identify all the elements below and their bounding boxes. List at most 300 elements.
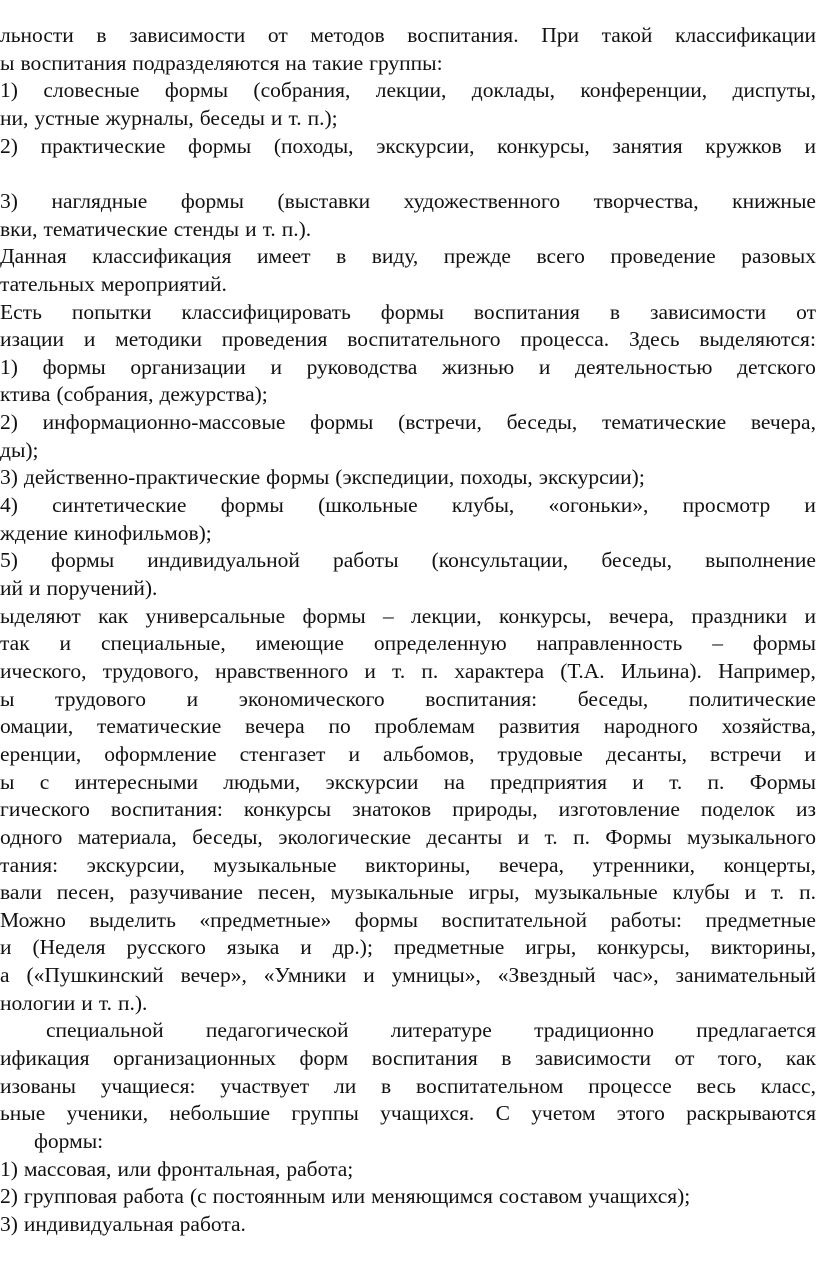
word: –	[712, 631, 723, 655]
word: выполнение	[705, 548, 816, 572]
word: Здесь	[628, 327, 680, 351]
word: или	[117, 1157, 152, 1181]
word: и	[804, 742, 816, 766]
word: альбомов,	[383, 742, 475, 766]
text-line	[34, 1128, 816, 1154]
word: конкурсы,	[497, 134, 590, 158]
word: изованы	[0, 1074, 76, 1098]
text-line	[0, 271, 816, 297]
word: 3)	[0, 465, 18, 489]
word: формы	[42, 355, 106, 379]
text-line	[0, 437, 816, 463]
text-line	[0, 686, 816, 712]
word: и	[632, 770, 644, 794]
text-line	[0, 713, 816, 739]
word: праздники	[691, 604, 788, 628]
word: тания:	[0, 853, 59, 877]
word: в	[96, 23, 107, 47]
word: др.);	[332, 935, 373, 959]
word: экскурсии);	[538, 465, 645, 489]
word: и	[81, 991, 93, 1015]
word: оформление	[104, 742, 217, 766]
word: действенно-практические	[23, 465, 261, 489]
word: воспитательного	[347, 327, 501, 351]
word: п.	[421, 659, 439, 683]
text-line	[0, 879, 816, 905]
word: универсальные	[145, 604, 286, 628]
text-line	[0, 464, 816, 490]
word: подразделяются	[132, 51, 280, 75]
word: вки,	[0, 217, 38, 241]
word: тематические	[601, 410, 727, 434]
word: ли	[333, 1074, 357, 1098]
word: по	[328, 714, 351, 738]
word: воспитания	[473, 300, 580, 324]
word: имеет	[256, 244, 311, 268]
word: игры,	[525, 935, 577, 959]
word: конкурсы,	[499, 604, 592, 628]
word: зависимости	[534, 1046, 652, 1070]
word: стенгазет	[239, 742, 326, 766]
text-line	[0, 50, 816, 76]
text-line	[0, 547, 816, 573]
text-line	[0, 1211, 816, 1237]
word: встречи	[710, 742, 782, 766]
text-line	[0, 77, 816, 103]
word: имеющие	[255, 631, 344, 655]
word: виду,	[371, 244, 419, 268]
word: работы	[332, 548, 399, 572]
text-line	[0, 492, 816, 518]
word: «огоньки»,	[548, 493, 649, 517]
word: одного	[0, 825, 63, 849]
word: ификация	[0, 1046, 90, 1070]
text-line	[0, 1073, 816, 1099]
word: Данная	[0, 244, 67, 268]
word: этого	[616, 1101, 665, 1125]
word: 1)	[0, 78, 18, 102]
word: викторины,	[710, 935, 816, 959]
word: и	[804, 604, 816, 628]
word: разучивание	[129, 880, 243, 904]
text-line	[0, 381, 816, 407]
word: п.	[707, 770, 725, 794]
word: народного	[603, 714, 698, 738]
word: учащихся.	[380, 1101, 475, 1125]
word: такие	[312, 51, 364, 75]
word: лекции,	[375, 78, 447, 102]
word: вечера	[245, 714, 305, 738]
word: выделяются:	[699, 327, 816, 351]
word: С	[495, 1101, 510, 1125]
word: т.	[669, 770, 683, 794]
word: политические	[688, 687, 816, 711]
word: беседы,	[601, 548, 672, 572]
word: Например,	[718, 659, 816, 683]
word: воспитания:	[425, 687, 538, 711]
word: зависимости	[129, 23, 246, 47]
word: традиционно	[534, 1018, 654, 1042]
word: журналы,	[105, 106, 194, 130]
text-line	[0, 1100, 816, 1126]
text-line	[0, 934, 816, 960]
word: вали	[0, 880, 42, 904]
word: просмотр	[682, 493, 771, 517]
text-line	[0, 603, 816, 629]
word: ждение	[0, 521, 68, 545]
word: кинофильмов);	[73, 521, 212, 545]
word: гического	[0, 797, 90, 821]
word: При	[541, 23, 579, 47]
text-line	[0, 796, 816, 822]
word: фронтальная,	[157, 1157, 281, 1181]
word: т.	[771, 880, 785, 904]
word: беседы,	[506, 410, 578, 434]
word: Формы	[749, 770, 816, 794]
word: формы	[302, 604, 366, 628]
word: жизнью	[441, 355, 515, 379]
word: занимательный	[675, 963, 816, 987]
word: тематические	[43, 217, 168, 241]
word: направленность	[536, 631, 683, 655]
word: формы	[164, 78, 229, 102]
text-line	[0, 133, 816, 159]
word: п.	[573, 825, 590, 849]
word: формы	[188, 134, 252, 158]
word: походы,	[460, 465, 533, 489]
text-line	[0, 243, 816, 269]
word: ни,	[0, 106, 29, 130]
word: как	[98, 604, 129, 628]
word: книжные	[732, 189, 816, 213]
text-line	[0, 769, 816, 795]
word: т.	[288, 106, 302, 130]
word: устные	[34, 106, 100, 130]
word: и	[364, 659, 376, 683]
word: составом	[498, 1184, 583, 1208]
word: и	[270, 355, 282, 379]
word: трудового,	[102, 659, 199, 683]
word: природы,	[452, 797, 538, 821]
word: изации	[0, 327, 65, 351]
text-line	[0, 409, 816, 435]
word: детского	[737, 355, 816, 379]
text-line	[0, 741, 816, 767]
word: знатоков	[352, 797, 432, 821]
word: (Неделя	[32, 935, 106, 959]
word: работы:	[610, 908, 683, 932]
word: так	[0, 631, 30, 655]
word: ыделяют	[0, 604, 81, 628]
word: формы	[380, 300, 444, 324]
text-line	[0, 1183, 816, 1209]
word: и	[245, 217, 257, 241]
word: зависимости	[650, 300, 767, 324]
word: от	[267, 23, 288, 47]
word: из	[795, 797, 816, 821]
word: 3)	[0, 189, 18, 213]
word: (с	[189, 1184, 207, 1208]
word: как	[785, 1046, 816, 1070]
word: предметные	[705, 908, 816, 932]
word: и	[804, 134, 816, 158]
word: творчества,	[593, 189, 699, 213]
word: экономического	[238, 687, 385, 711]
word: и	[804, 493, 816, 517]
word: формы	[266, 465, 330, 489]
word: материала,	[77, 825, 177, 849]
word: предлагается	[696, 1018, 816, 1042]
word: организации	[130, 355, 246, 379]
word: характера	[454, 659, 545, 683]
word: 1)	[0, 1157, 18, 1181]
word: и	[363, 963, 375, 987]
word: (собрания,	[253, 78, 351, 102]
word: учащиеся:	[100, 1074, 196, 1098]
word: в	[381, 1074, 392, 1098]
word: диспуты,	[732, 78, 816, 102]
word: определенную	[373, 631, 507, 655]
word: занятия	[612, 134, 683, 158]
word: воспитательной	[441, 908, 588, 932]
word: воспитательном	[416, 1074, 564, 1098]
word: процесса.	[520, 327, 610, 351]
word: беседы,	[577, 687, 649, 711]
word: умницы»,	[391, 963, 481, 987]
word: попытки	[71, 300, 152, 324]
word: и	[300, 935, 312, 959]
text-line	[0, 354, 816, 380]
word: воспитания.	[407, 23, 519, 47]
word: участвует	[220, 1074, 310, 1098]
word: вечера,	[608, 604, 675, 628]
word: индивидуальная	[23, 1212, 174, 1236]
word: воспитания	[371, 1046, 478, 1070]
word: 1)	[0, 355, 18, 379]
word: и	[348, 742, 360, 766]
word: классификации	[675, 23, 816, 47]
word: хозяйства,	[721, 714, 816, 738]
word: п.);	[307, 106, 338, 130]
word: 4)	[0, 493, 18, 517]
text-line	[0, 630, 816, 656]
text-line	[0, 188, 816, 214]
word: и	[186, 687, 199, 711]
word: Формы	[605, 825, 672, 849]
text-line	[0, 216, 816, 242]
text-line	[0, 105, 816, 131]
word: формы	[354, 908, 418, 932]
word: «Умники	[263, 963, 347, 987]
word: п.).	[117, 991, 148, 1015]
text-line	[0, 658, 816, 684]
word: Есть	[0, 300, 42, 324]
word: –	[382, 604, 394, 628]
word: проблемам	[374, 714, 475, 738]
word: ического,	[0, 659, 87, 683]
word: предметные	[393, 935, 505, 959]
word: вечер»,	[180, 963, 247, 987]
word: работа	[123, 1184, 184, 1208]
word: воспитания:	[110, 797, 223, 821]
word: и	[83, 327, 96, 351]
word: 2)	[0, 1184, 18, 1208]
word: руководства	[306, 355, 418, 379]
word: тематические	[97, 714, 222, 738]
word: и	[744, 880, 757, 904]
word: стенды	[173, 217, 240, 241]
word: людьми,	[223, 770, 301, 794]
word: и	[517, 825, 530, 849]
word: песен,	[257, 880, 316, 904]
word: классифицировать	[181, 300, 351, 324]
word: трудовые	[497, 742, 583, 766]
word: массовая,	[23, 1157, 112, 1181]
word: разовых	[741, 244, 816, 268]
word: 2)	[0, 410, 18, 434]
text-line	[0, 575, 816, 601]
word: (собрания,	[56, 382, 154, 406]
word: на	[443, 770, 465, 794]
word: вечера,	[498, 853, 564, 877]
word: конкурсы	[243, 797, 332, 821]
word: и	[29, 576, 41, 600]
word: экологические	[278, 825, 411, 849]
word: весь	[696, 1074, 736, 1098]
word: процессе	[588, 1074, 672, 1098]
word: викторины,	[365, 853, 471, 877]
word: десанты	[426, 825, 503, 849]
word: экскурсии,	[86, 853, 185, 877]
word: или	[331, 1184, 366, 1208]
word: музыкальные	[534, 880, 658, 904]
text-line	[0, 990, 816, 1016]
word: тательных	[0, 272, 95, 296]
word: музыкальные	[330, 880, 454, 904]
word: в	[609, 300, 621, 324]
word: т.	[98, 991, 112, 1015]
word: деятельностью	[575, 355, 713, 379]
word: и	[59, 631, 72, 655]
word: а	[0, 963, 10, 987]
word: групповая	[23, 1184, 118, 1208]
word: т.	[544, 825, 558, 849]
word: предприятия	[490, 770, 607, 794]
word: на	[285, 51, 307, 75]
text-line	[0, 962, 816, 988]
word: всего	[536, 244, 585, 268]
word: раскрываются	[686, 1101, 816, 1125]
word: изготовление	[558, 797, 680, 821]
word: беседы	[199, 106, 265, 130]
word: группы	[291, 1101, 359, 1125]
word: и	[538, 355, 551, 379]
word: в	[336, 244, 347, 268]
word: проведения	[221, 327, 328, 351]
word: такой	[601, 23, 653, 47]
word: выделить	[89, 908, 176, 932]
word: «предметные»	[199, 908, 332, 932]
word: ий	[0, 576, 24, 600]
word: ы	[0, 51, 15, 75]
word: ученики,	[66, 1101, 149, 1125]
word: постоянным	[212, 1184, 326, 1208]
word: (походы,	[273, 134, 354, 158]
word: клубы,	[451, 493, 515, 517]
word: нологии	[0, 991, 76, 1015]
word: практические	[40, 134, 166, 158]
text-line	[0, 22, 816, 48]
word: игры,	[468, 880, 520, 904]
word: воспитания	[20, 51, 127, 75]
word: вечера,	[750, 410, 816, 434]
word: ды);	[0, 438, 39, 462]
word: п.	[799, 880, 816, 904]
word: от	[674, 1046, 695, 1070]
word: формы:	[34, 1129, 104, 1153]
word: форм	[299, 1046, 349, 1070]
word: Ильина).	[620, 659, 702, 683]
word: конкурсы,	[597, 935, 690, 959]
text-line	[0, 520, 816, 546]
word: художественного	[403, 189, 561, 213]
word: еренции,	[0, 742, 82, 766]
word: методов	[310, 23, 385, 47]
word: специальной	[46, 1018, 164, 1042]
word: группы:	[369, 51, 443, 75]
word: (встречи,	[398, 410, 482, 434]
word: поделок	[700, 797, 775, 821]
word: час»,	[612, 963, 659, 987]
word: дежурства);	[159, 382, 268, 406]
word: т.	[392, 659, 406, 683]
word: доклады,	[471, 78, 555, 102]
word: прежде	[443, 244, 511, 268]
word: языка	[226, 935, 280, 959]
word: организационных	[113, 1046, 276, 1070]
word: 2)	[0, 134, 18, 158]
word: словесные	[43, 78, 140, 102]
word: трудового	[55, 687, 147, 711]
word: русского	[126, 935, 206, 959]
word: 3)	[0, 1212, 18, 1236]
word: учетом	[531, 1101, 596, 1125]
word: от	[796, 300, 816, 324]
word: (школьные	[318, 493, 418, 517]
text-line	[0, 299, 816, 325]
word: работа;	[286, 1157, 354, 1181]
word: беседы,	[192, 825, 263, 849]
word: того,	[718, 1046, 763, 1070]
word: песен,	[56, 880, 115, 904]
word: ы	[0, 770, 15, 794]
word: Можно	[0, 908, 66, 932]
text-line	[0, 824, 816, 850]
word: т.	[262, 217, 276, 241]
word: наглядные	[51, 189, 148, 213]
word: литературе	[390, 1018, 492, 1042]
word: музыкального	[687, 825, 816, 849]
word: формы	[51, 548, 115, 572]
word: экскурсии	[325, 770, 419, 794]
word: льности	[0, 23, 74, 47]
word: педагогической	[205, 1018, 349, 1042]
word: «Звездный	[497, 963, 596, 987]
word: (Т.А.	[560, 659, 605, 683]
word: специальные,	[100, 631, 226, 655]
text-line	[0, 326, 816, 352]
word: проведение	[610, 244, 716, 268]
